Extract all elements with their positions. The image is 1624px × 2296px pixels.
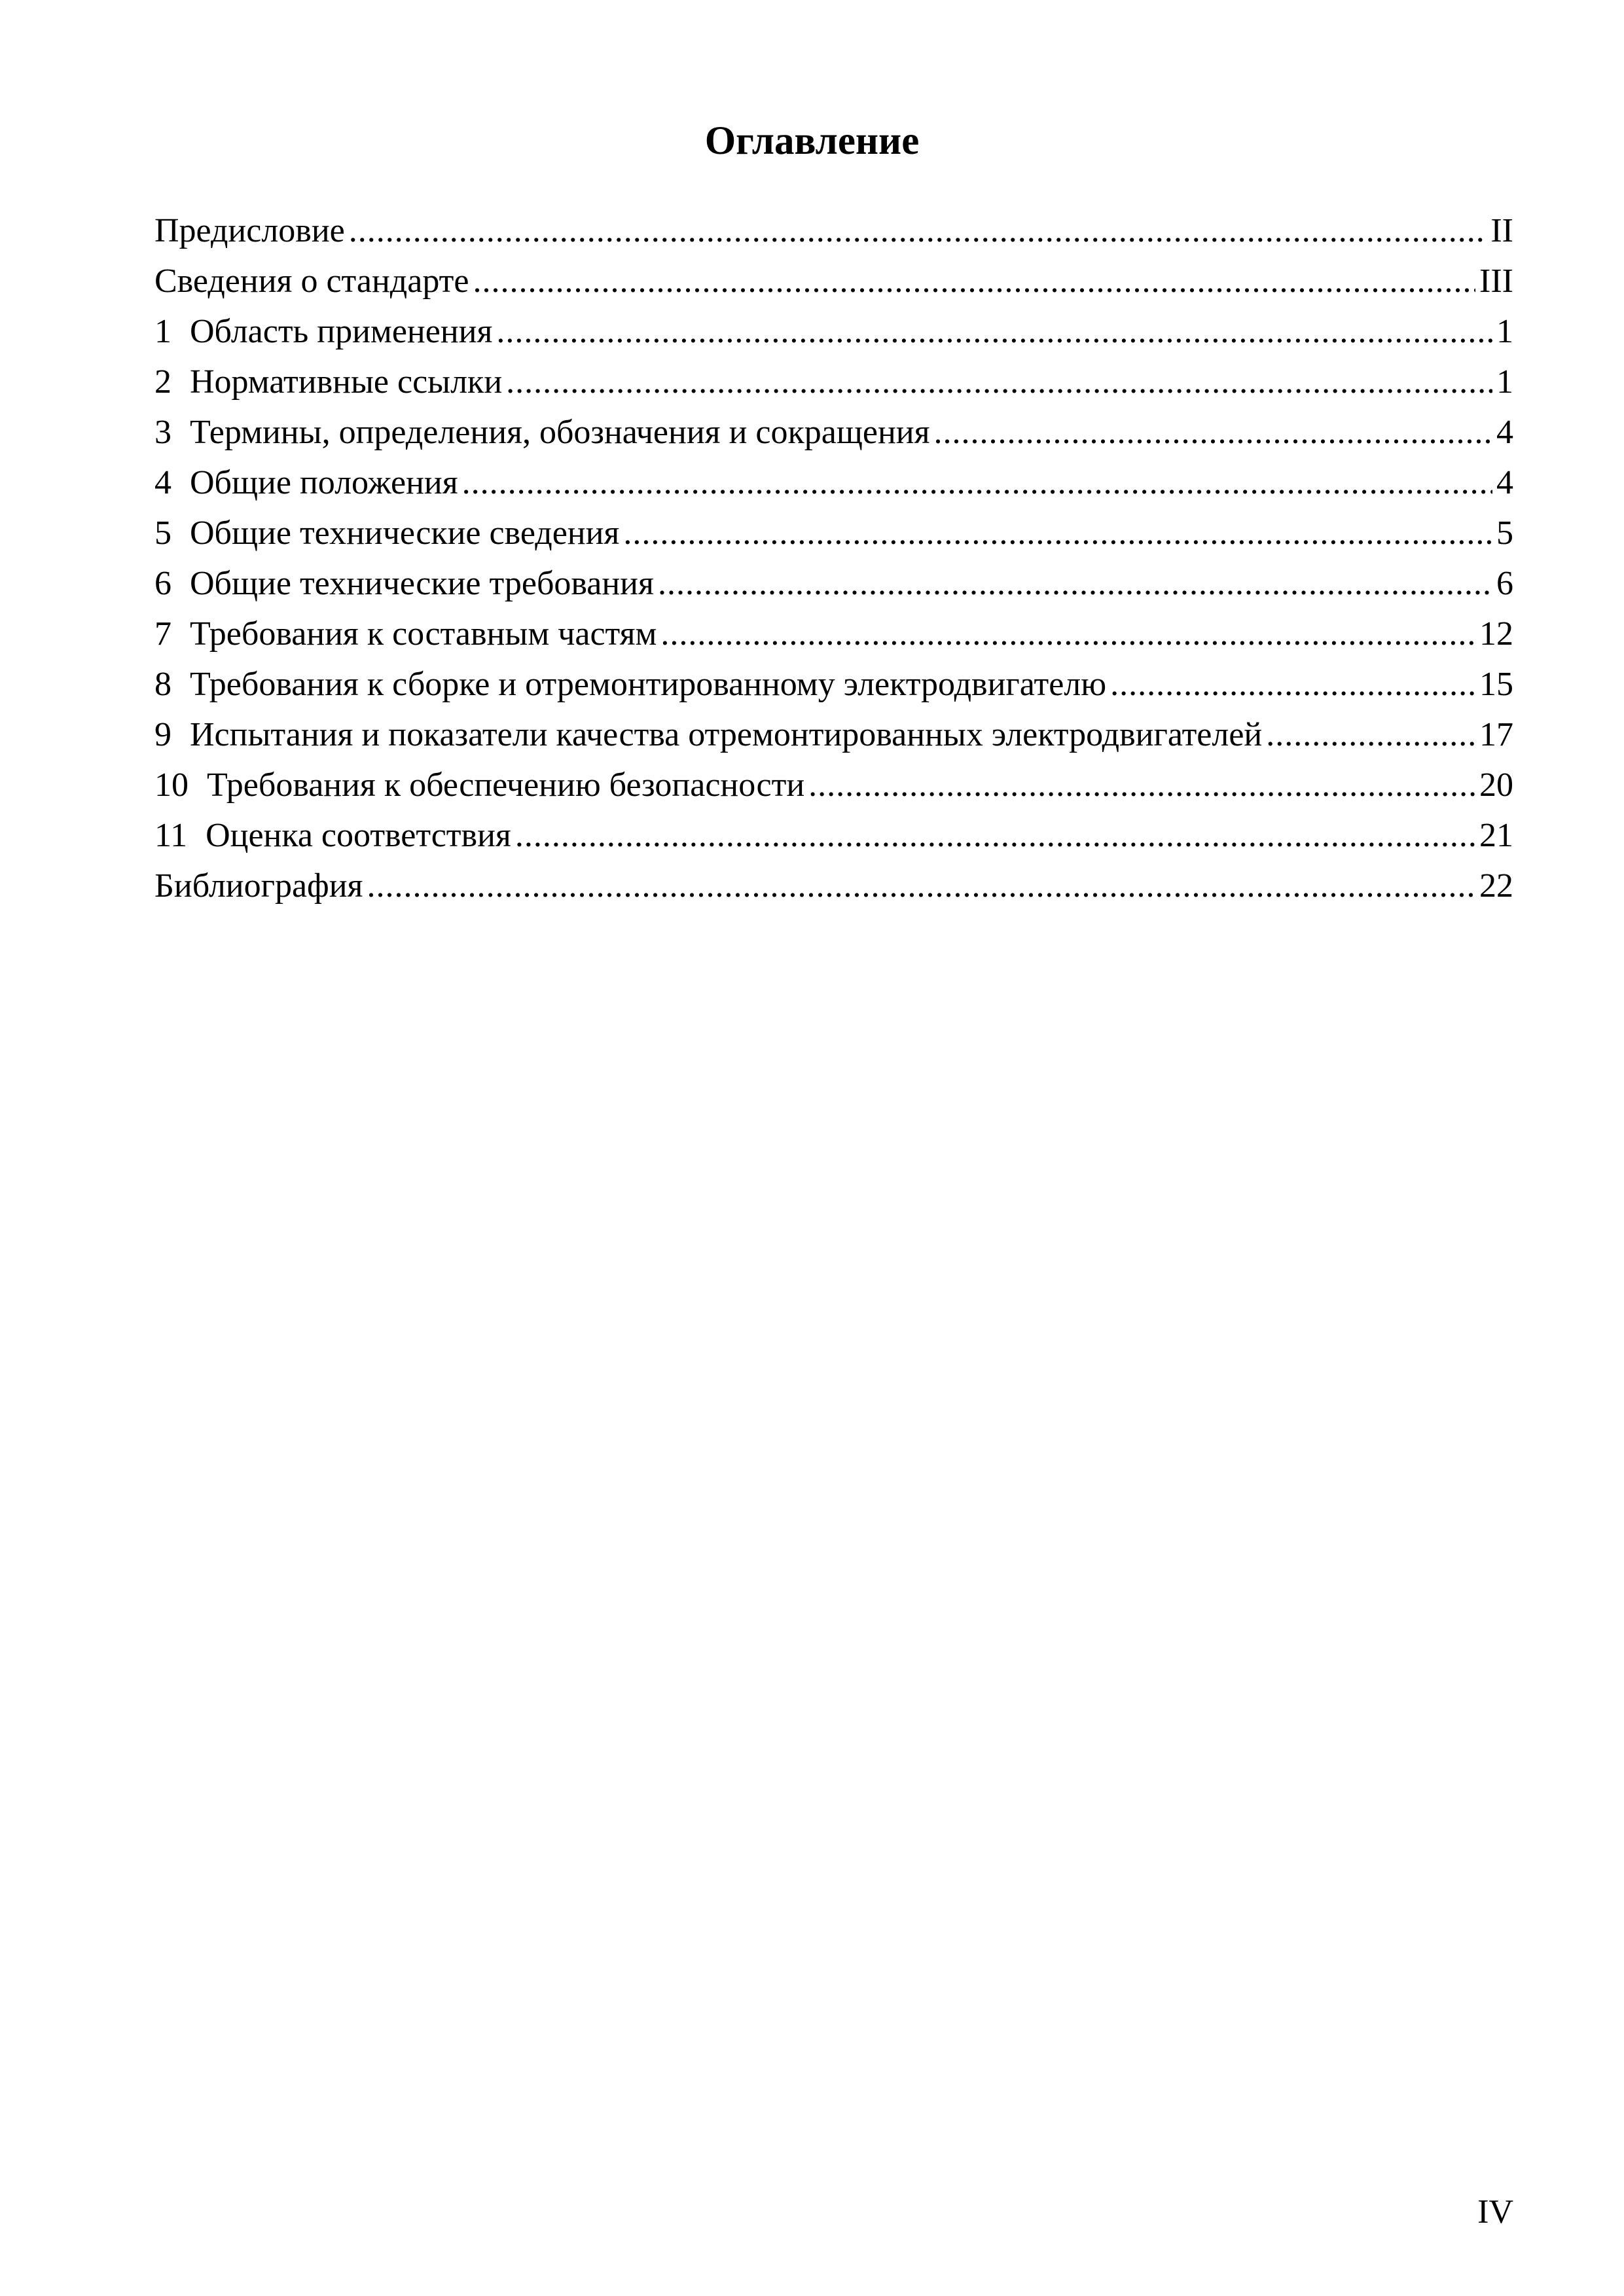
toc-dot-leader — [515, 810, 1475, 861]
toc-dot-leader — [506, 357, 1492, 407]
toc-entry-number: 5 — [154, 514, 171, 552]
toc-entry-title: Сведения о стандарте — [154, 262, 469, 300]
toc-entry-title: Предисловие — [154, 212, 345, 249]
toc-entry-section-9[interactable] — [154, 709, 1513, 760]
toc-dot-leader — [660, 609, 1475, 659]
toc-entry-number: 4 — [154, 464, 171, 501]
toc-entry-preface[interactable] — [154, 206, 1513, 256]
toc-dot-leader — [808, 760, 1475, 810]
toc-entry-number: 1 — [154, 313, 171, 350]
toc-dot-leader — [1266, 709, 1475, 760]
toc-entry-number: 3 — [154, 414, 171, 451]
toc-entry-section-4[interactable] — [154, 457, 1513, 508]
toc-entry-page: 21 — [1479, 817, 1513, 854]
toc-dot-leader — [934, 407, 1492, 457]
toc-dot-leader — [473, 256, 1475, 306]
toc-entry-section-5[interactable] — [154, 508, 1513, 558]
toc-entry-section-3[interactable] — [154, 407, 1513, 457]
toc-entry-number: 9 — [154, 716, 171, 753]
toc-entry-section-7[interactable] — [154, 609, 1513, 659]
toc-dot-leader — [496, 306, 1492, 357]
toc-entry-section-2[interactable] — [154, 357, 1513, 407]
toc-entry-title: Библиография — [154, 867, 363, 905]
toc-dot-leader — [658, 558, 1492, 609]
toc-entry-page: 20 — [1479, 766, 1513, 804]
toc-entry-section-1[interactable] — [154, 306, 1513, 357]
toc-entry-bibliography[interactable] — [154, 861, 1513, 911]
toc-dot-leader — [462, 457, 1492, 508]
toc-entry-number: 7 — [154, 615, 171, 653]
table-of-contents — [154, 206, 1513, 911]
page-number: IV — [1477, 2193, 1513, 2231]
toc-entry-title: Общие положения — [190, 464, 458, 501]
toc-entry-number: 2 — [154, 363, 171, 401]
toc-entry-page: 12 — [1479, 615, 1513, 653]
toc-entry-page: 1 — [1496, 313, 1513, 350]
toc-entry-number: 11 — [154, 817, 188, 854]
toc-dot-leader — [1110, 659, 1475, 709]
toc-entry-page: 15 — [1479, 666, 1513, 703]
toc-entry-section-8[interactable] — [154, 659, 1513, 709]
toc-dot-leader — [367, 861, 1475, 911]
toc-entry-number: 10 — [154, 766, 189, 804]
toc-entry-page: 22 — [1479, 867, 1513, 905]
toc-entry-title: Нормативные ссылки — [190, 363, 503, 401]
toc-entry-title: Общие технические сведения — [190, 514, 620, 552]
toc-entry-section-6[interactable] — [154, 558, 1513, 609]
toc-entry-standard-info[interactable] — [154, 256, 1513, 306]
toc-entry-page: 1 — [1496, 363, 1513, 401]
toc-entry-page: 5 — [1496, 514, 1513, 552]
toc-entry-title: Требования к обеспечению безопасности — [207, 766, 805, 804]
toc-entry-title: Требования к сборке и отремонтированному электродвигателю — [190, 666, 1107, 703]
toc-dot-leader — [349, 206, 1487, 256]
toc-entry-page: 4 — [1496, 414, 1513, 451]
toc-entry-title: Общие технические требования — [190, 565, 654, 602]
toc-dot-leader — [623, 508, 1492, 558]
toc-entry-title: Испытания и показатели качества отремонтированных электродвигателей — [190, 716, 1263, 753]
toc-entry-page: III — [1479, 262, 1513, 300]
toc-entry-page: 6 — [1496, 565, 1513, 602]
toc-entry-number: 6 — [154, 565, 171, 602]
toc-entry-title: Оценка соответствия — [206, 817, 511, 854]
toc-entry-title: Область применения — [190, 313, 493, 350]
toc-entry-page: 17 — [1479, 716, 1513, 753]
toc-entry-page: II — [1490, 212, 1513, 249]
toc-entry-section-11[interactable] — [154, 810, 1513, 861]
toc-entry-title: Термины, определения, обозначения и сокращения — [190, 414, 930, 451]
toc-entry-title: Требования к составным частям — [190, 615, 657, 653]
page-title: Оглавление — [704, 119, 920, 163]
toc-entry-page: 4 — [1496, 464, 1513, 501]
toc-entry-number: 8 — [154, 666, 171, 703]
toc-entry-section-10[interactable] — [154, 760, 1513, 810]
